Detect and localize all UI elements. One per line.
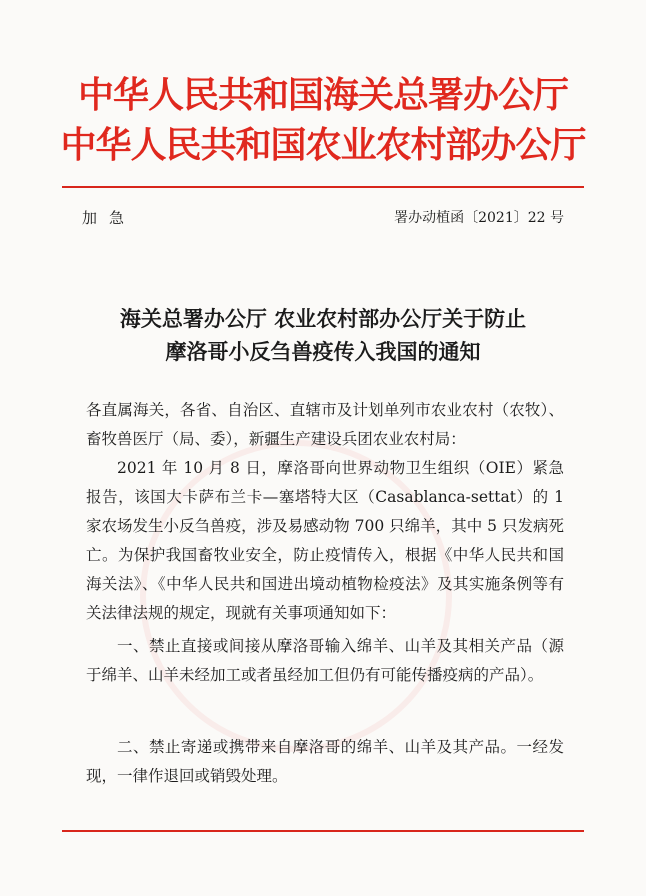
body-paragraph-background: 2021 年 10 月 8 日，摩洛哥向世界动物卫生组织（OIE）紧急报告，该国大卡萨布兰卡—塞塔特大区（Casablanca-settat）的 1 家农场发生小反刍兽疫，涉及易感动物 700 只绵羊，其中 5 只发病死亡。为保护我国畜牧业安全，防止疫情传入，根据《中华人民共和国海关法》、《中华人民共和国进出境动植物检疫法》及其实施条例等有关法律法规的规定，现就有关事项通知如下：: [86, 459, 564, 622]
addressee-paragraph: 各直属海关，各省、自治区、直辖市及计划单列市农业农村（农牧）、畜牧兽医厅（局、委），新疆生产建设兵团农业农村局：: [86, 401, 564, 448]
issuer-header-agriculture: 中华人民共和国农业农村部办公厅: [60, 125, 586, 166]
issuer-header-customs: 中华人民共和国海关总署办公厅: [77, 75, 568, 116]
document-title-line1: 海关总署办公厅 农业农村部办公厅关于防止: [119, 306, 527, 331]
red-divider-top: [62, 186, 584, 188]
red-divider-bottom: [62, 830, 584, 832]
document-title-line2: 摩洛哥小反刍兽疫传入我国的通知: [165, 339, 481, 364]
urgency-label: 加急: [82, 209, 137, 227]
body-paragraph-item-2: 二、禁止寄递或携带来自摩洛哥的绵羊、山羊及其产品。一经发现，一律作退回或销毁处理。: [86, 738, 564, 785]
body-paragraph-item-1: 一、禁止直接或间接从摩洛哥输入绵羊、山羊及其相关产品（源于绵羊、山羊未经加工或者虽经加工但仍有可能传播疫病的产品）。: [86, 637, 564, 684]
document-number: 署办动植函〔2021〕22 号: [394, 210, 564, 226]
